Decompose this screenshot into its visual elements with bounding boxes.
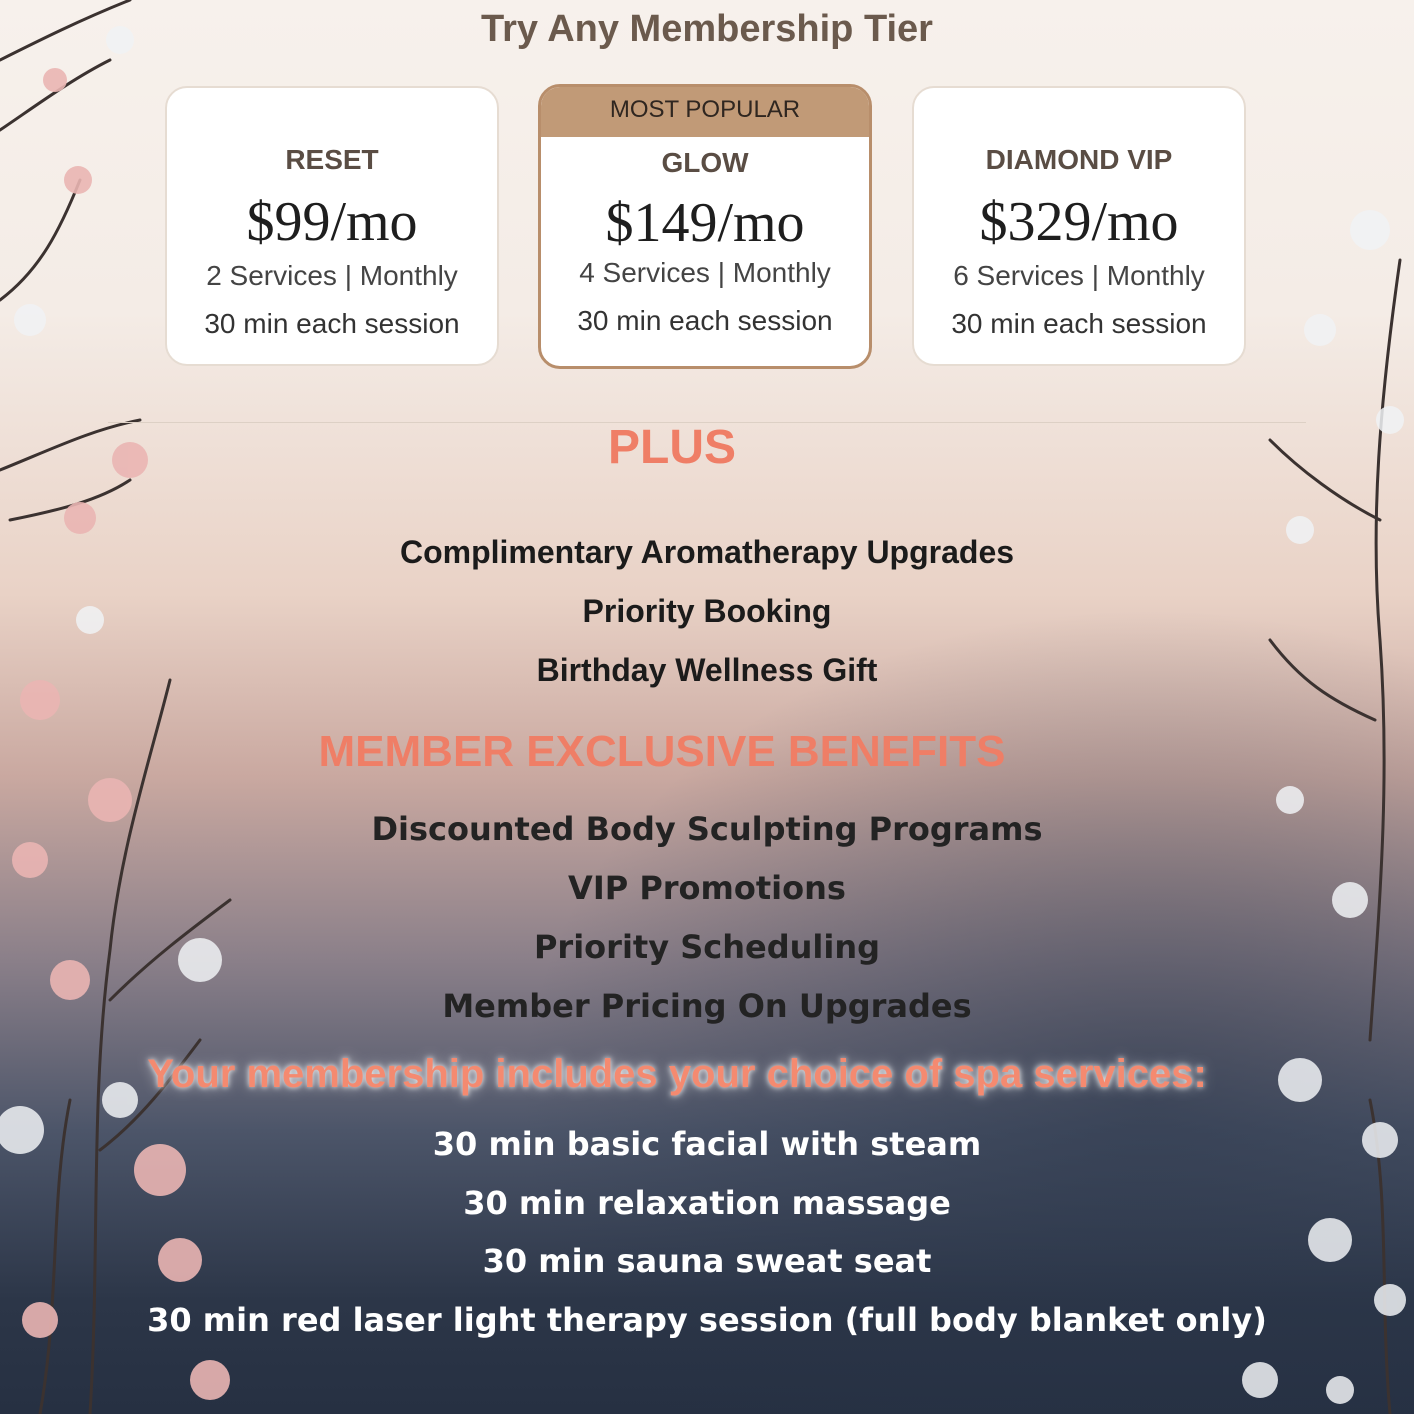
list-item: Priority Scheduling	[533, 928, 881, 966]
list-item: Complimentary Aromatherapy Upgrades	[399, 534, 1015, 570]
services-heading: Your membership includes your choice of spa services:	[147, 1052, 1207, 1096]
list-item: Priority Booking	[582, 593, 832, 629]
plus-heading: PLUS	[607, 421, 736, 474]
list-item: Discounted Body Sculpting Programs	[371, 810, 1043, 848]
list-item: Member Pricing On Upgrades	[442, 987, 972, 1025]
tier-services: 6 Services | Monthly	[953, 260, 1205, 291]
list-item: 30 min sauna sweat seat	[482, 1242, 932, 1280]
tier-card-diamond-vip[interactable]	[912, 86, 1246, 366]
list-item: 30 min red laser light therapy session (full body blanket only)	[147, 1301, 1267, 1339]
list-item: 30 min basic facial with steam	[432, 1125, 982, 1163]
tier-name: GLOW	[661, 147, 749, 178]
tier-card-reset[interactable]	[165, 86, 499, 366]
tier-session: 30 min each session	[951, 308, 1207, 339]
most-popular-badge: MOST POPULAR	[541, 87, 869, 137]
page-title: Try Any Membership Tier	[481, 8, 933, 50]
tier-name: RESET	[285, 144, 379, 175]
member-benefits-heading: MEMBER EXCLUSIVE BENEFITS	[318, 727, 1006, 776]
tier-price: $99/mo	[246, 191, 418, 253]
list-item: VIP Promotions	[568, 869, 846, 907]
list-item: Birthday Wellness Gift	[536, 652, 878, 688]
tier-services: 4 Services | Monthly	[579, 257, 831, 288]
tier-price: $329/mo	[979, 191, 1179, 253]
tier-session: 30 min each session	[577, 305, 833, 336]
tier-session: 30 min each session	[204, 308, 460, 339]
tier-card-glow[interactable]	[538, 84, 872, 369]
list-item: 30 min relaxation massage	[463, 1184, 951, 1222]
tier-price: $149/mo	[605, 192, 805, 254]
tier-name: DIAMOND VIP	[985, 144, 1173, 175]
tier-services: 2 Services | Monthly	[206, 260, 458, 291]
